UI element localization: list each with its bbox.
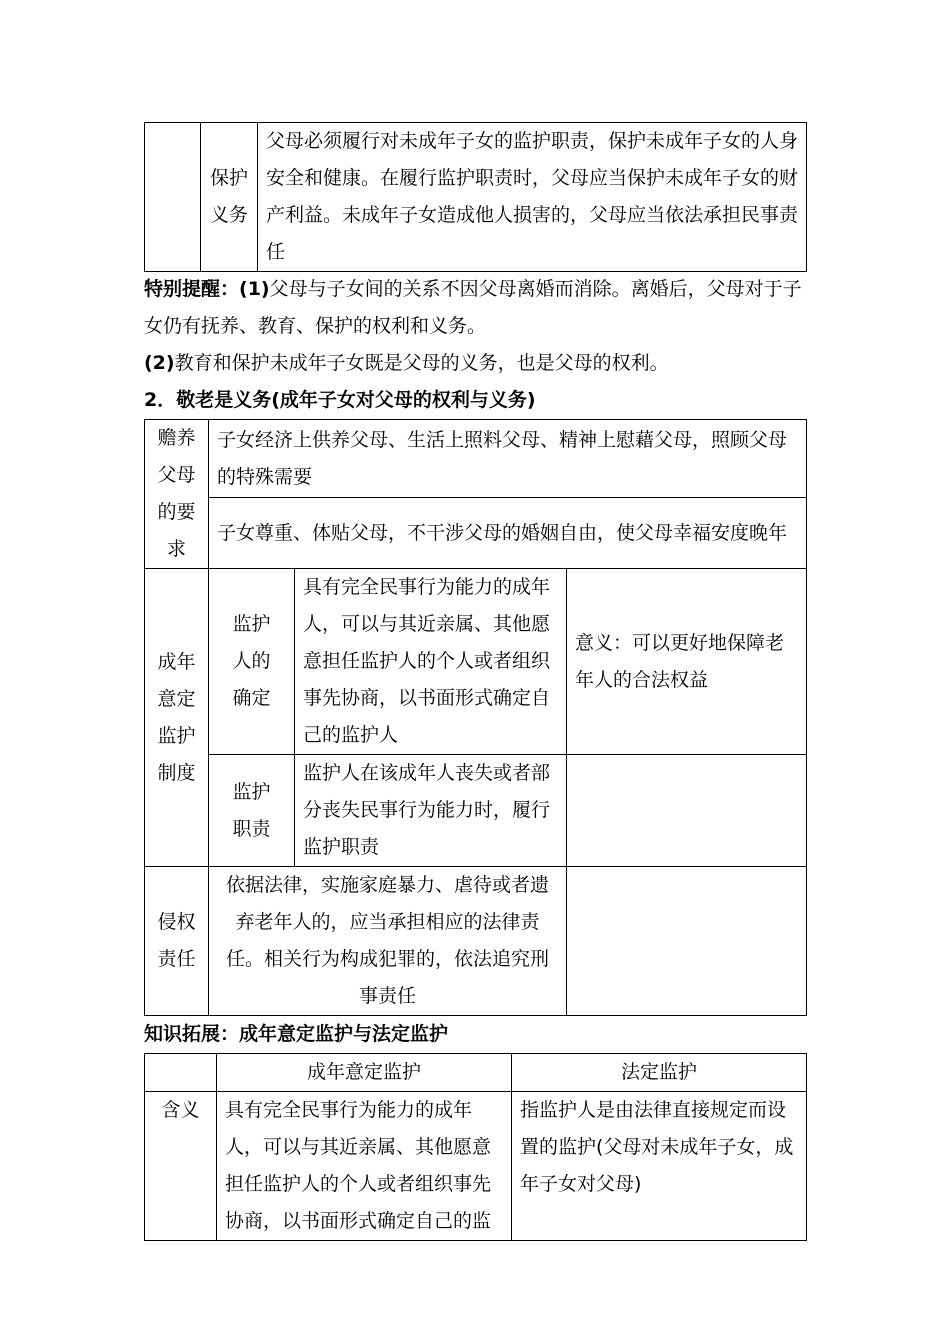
protection-duty-table [144, 122, 807, 272]
special-reminder-2 [144, 345, 807, 382]
reminder-2-text: 教育和保护未成年子女既是父母的义务，也是父母的权利。 [174, 352, 669, 374]
special-reminder-1 [144, 271, 807, 345]
reminder-1-text: 父母与子女间的关系不因父母离婚而消除。离婚后，父母对于子女仍有抚养、教育、保护的权利和义务。 [144, 278, 802, 337]
guardianship-comparison-table [144, 1053, 807, 1241]
empty-cell [145, 123, 201, 272]
document-page [144, 122, 807, 1241]
protection-duty-content: 父母必须履行对未成年子女的监护职责，保护未成年子女的人身安全和健康。在履行监护职责时，父母应当保护未成年子女的财产利益。未成年子女造成他人损害的，父母应当依法承担民事责任 [258, 123, 807, 272]
reminder-1-prefix: (1) [239, 278, 270, 300]
guardian-determination-label: 监护 人的 确定 [209, 569, 295, 755]
special-reminder-label: 特别提醒： [144, 278, 240, 300]
support-requirement-1: 子女经济上供养父母、生活上照料父母、精神上慰藉父母，照顾父母的特殊需要 [209, 420, 807, 498]
guardian-duty-text: 监护人在该成年人丧失或者部分丧失民事行为能力时，履行监护职责 [295, 755, 567, 867]
protection-duty-label: 保护 义务 [201, 123, 258, 272]
section-2-heading: 2．敬老是义务(成年子女对父母的权利与义务) [144, 389, 536, 411]
row-label-meaning: 含义 [145, 1092, 217, 1241]
statutory-guardianship-meaning: 指监护人是由法律直接规定而设置的监护(父母对未成年子女，成年子女对父母) [512, 1092, 807, 1241]
col-header-statutory-guardianship: 法定监护 [512, 1054, 807, 1092]
tort-liability-text: 依据法律，实施家庭暴力、虐待或者遗弃老年人的，应当承担相应的法律责任。相关行为构成犯罪的，依法追究刑事责任 [209, 867, 567, 1016]
guardian-determination-text: 具有完全民事行为能力的成年人，可以与其近亲属、其他愿意担任监护人的个人或者组织事先协商，以书面形式确定自己的监护人 [295, 569, 567, 755]
empty-cell [567, 755, 807, 867]
knowledge-extension-heading: 知识拓展：成年意定监护与法定监护 [144, 1023, 449, 1045]
support-requirement-2: 子女尊重、体贴父母，不干涉父母的婚姻自由，使父母幸福安度晚年 [209, 498, 807, 569]
support-parents-label: 赡养 父母 的要 求 [145, 420, 209, 569]
guardianship-meaning: 意义：可以更好地保障老年人的合法权益 [567, 569, 807, 755]
empty-cell [567, 867, 807, 1016]
empty-cell [145, 1054, 217, 1092]
guardian-duty-label: 监护 职责 [209, 755, 295, 867]
adult-guardianship-label: 成年 意定 监护 制度 [145, 569, 209, 867]
reminder-2-prefix: (2) [144, 352, 175, 374]
elder-care-table [144, 419, 807, 1016]
adult-guardianship-meaning: 具有完全民事行为能力的成年人，可以与其近亲属、其他愿意担任监护人的个人或者组织事先协商，以书面形式确定自己的监 [217, 1092, 512, 1241]
col-header-adult-guardianship: 成年意定监护 [217, 1054, 512, 1092]
tort-liability-label: 侵权 责任 [145, 867, 209, 1016]
